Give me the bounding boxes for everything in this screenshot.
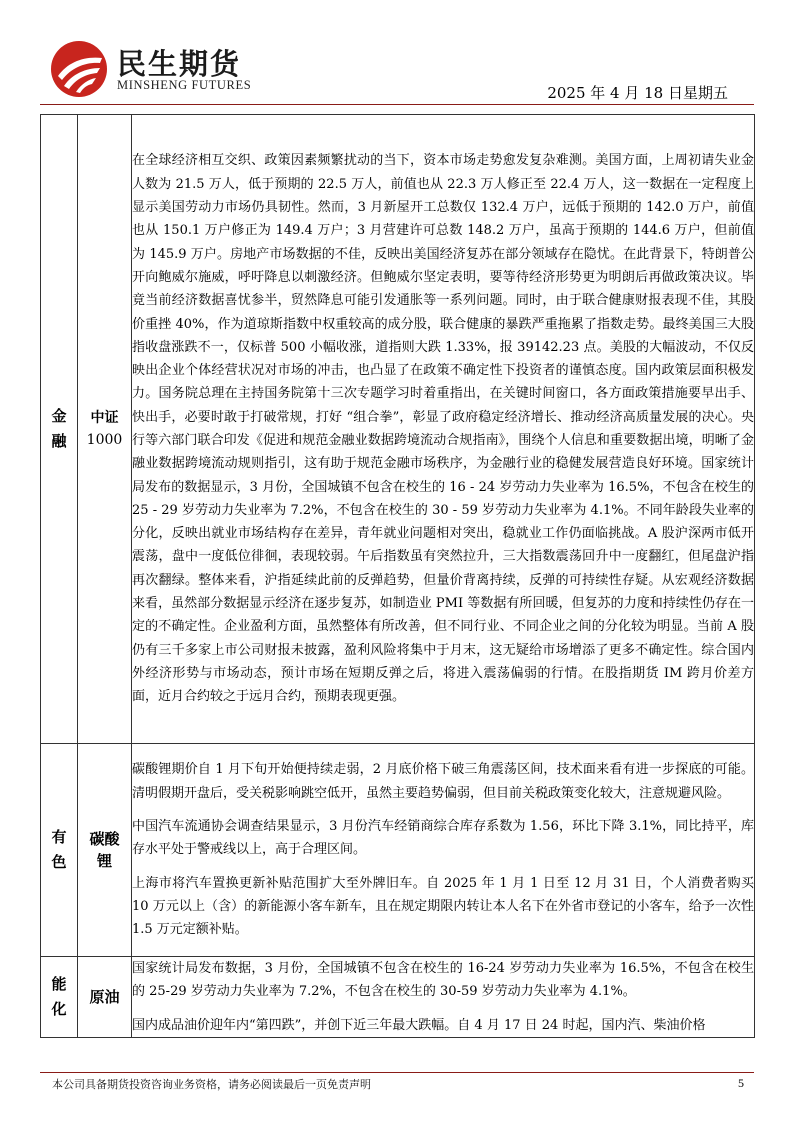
- product-cell: [78, 744, 132, 957]
- footer-divider: [40, 1072, 754, 1073]
- sector-cell: [41, 115, 78, 744]
- commentary-paragraph: 上海市将汽车置换更新补贴范围扩大至外牌旧车。自 2025 年 1 月 1 日至 12 月 31 日，个人消费者购买 10 万元以上（含）的新能源小客车新车，且在规定期限内转让本人名下在外省市登记的小客车，给予一次性 1.5 万元定额补贴。: [132, 875, 754, 938]
- header-divider: [40, 104, 754, 105]
- sector-cell: [41, 957, 78, 1038]
- commentary-cell: [132, 115, 755, 744]
- product-cell: [78, 957, 132, 1038]
- sector-label: 能: [51, 974, 67, 993]
- minsheng-logo-icon: [50, 40, 108, 98]
- product-label: 1000: [86, 432, 123, 448]
- page-header: [0, 0, 794, 100]
- commentary-paragraph: 国家统计局发布数据，3 月份，全国城镇不包含在校生的 16-24 岁劳动力失业率为 16.5%，不包含在校生的 25-29 岁劳动力失业率为 7.2%，不包含在校生的 30-59 岁劳动力失业率为 4.1%。: [132, 961, 754, 1000]
- table-row: [41, 115, 755, 744]
- product-label: 碳酸: [89, 830, 120, 848]
- brand-name-en: MINSHENG FUTURES: [117, 78, 252, 92]
- product-label: 锂: [96, 852, 112, 870]
- sector-label: 融: [51, 432, 67, 450]
- commentary-paragraph: 中国汽车流通协会调查结果显示，3 月份汽车经销商综合库存系数为 1.56，环比下降 3.1%，同比持平，库存水平处于警戒线以上，高于合理区间。: [132, 819, 754, 858]
- product-label: 中证: [90, 410, 119, 426]
- table-row: [41, 957, 755, 1038]
- report-date: 2025 年 4 月 18 日星期五: [547, 84, 728, 102]
- product-label: 原油: [89, 987, 120, 1006]
- commodity-commentary-table: [40, 114, 755, 1038]
- commentary-paragraph: 国内成品油价迎年内“第四跌”，并创下近三年最大跌幅。自 4 月 17 日 24 时起，国内汽、柴油价格: [132, 1017, 706, 1033]
- sector-label: 金: [51, 407, 67, 425]
- commentary-cell: [132, 744, 755, 957]
- page-number: 5: [738, 1076, 744, 1090]
- brand-name-cn: 民生期货: [117, 47, 242, 81]
- sector-cell: [41, 744, 78, 957]
- table-row: [41, 744, 755, 957]
- footer-disclaimer: 本公司具备期货投资咨询业务资格，请务必阅读最后一页免责声明: [52, 1078, 371, 1091]
- commentary-cell: [132, 957, 755, 1038]
- commentary-paragraph: 碳酸锂期价自 1 月下旬开始便持续走弱，2 月底价格下破三角震荡区间，技术面来看有进一步探底的可能。清明假期开盘后，受关税影响跳空低开，虽然主要趋势偏弱，但目前关税政策变化较大，注意规避风险。: [132, 762, 754, 801]
- sector-label: 色: [51, 853, 67, 871]
- sector-label: 有: [51, 828, 67, 846]
- sector-label: 化: [51, 999, 67, 1018]
- product-cell: [78, 115, 132, 744]
- commentary-paragraph: 在全球经济相互交织、政策因素频繁扰动的当下，资本市场走势愈发复杂难测。美国方面，上周初请失业金人数为 21.5 万人，低于预期的 22.5 万人，前值也从 22.3 万人修正至 22.4 万人，这一数据在一定程度上显示美国劳动力市场仍具韧性。然而，3 月新屋开工总数仅 132.4 万户，远低于预期的 142.0 万户，前值也从 150.1 万户修正为 149.4 万户；3 月营建许可总数 148.2 万户，虽高于预期的 144.6 万户，但前值为 145.9 万户。房地产市场数据的不佳，反映出美国经济复苏在部分领域存在隐忧。在此背景下，特朗普公开向鲍威尔施威，呼吁降息以刺激经济。但鲍威尔坚定表明，要等待经济形势更为明朗后再做政策决议。毕竟当前经济数据喜忧参半，贸然降息可能引发通胀等一系列问题。同时，由于联合健康财报表现不佳，其股价重挫 40%，作为道琼斯指数中权重较高的成分股，联合健康的暴跌严重拖累了指数走势。最终美国三大股指收盘涨跌不一，仅标普 500 小幅收涨，道指则大跌 1.33%，报 39142.23 点。美股的大幅波动，不仅反映出企业个体经营状况对市场的冲击，也凸显了在政策不确定性下投资者的谨慎态度。国内政策层面积极发力。国务院总理在主持国务院第十三次专题学习时着重指出，在关键时间窗口，各方面政策措施要早出手、快出手，必要时敢于打破常规，打好 “组合拳”，彰显了政府稳定经济增长、推动经济高质量发展的决心。央行等六部门联合印发《促进和规范金融业数据跨境流动合规指南》，围绕个人信息和重要数据出境，明晰了金融业数据跨境流动规则指引，这有助于规范金融市场秩序，为金融行业的稳健发展营造良好环境。国家统计局发布的数据显示，3 月份，全国城镇不包含在校生的 16 - 24 岁劳动力失业率为 16.5%，不包含在校生的 25 - 29 岁劳动力失业率为 7.2%，不包含在校生的 30 - 59 岁劳动力失业率为 4.1%。不同年龄段失业率的分化，反映出就业市场结构存在差异，青年就业问题相对突出，稳就业工作仍面临挑战。A 股沪深两市低开震荡，盘中一度低位徘徊，表现较弱。午后指数虽有突然拉升，三大指数震荡回升中一度翻红，但尾盘沪指再次翻绿。整体来看，沪指延续此前的反弹趋势，但量价背离持续，反弹的可持续性存疑。从宏观经济数据来看，虽然部分数据显示经济在逐步复苏，如制造业 PMI 等数据有所回暖，但复苏的力度和持续性仍存在一定的不确定性。企业盈利方面，虽然整体有所改善，但不同行业、不同企业之间的分化较为明显。当前 A 股仍有三千多家上市公司财报未披露，盈利风险将集中于月末，这无疑给市场增添了更多不确定性。综合国内外经济形势与市场动态，预计市场在短期反弹之后，将进入震荡偏弱的行情。在股指期货 IM 跨月价差方面，近月合约较之于远月合约，预期表现更强。: [132, 153, 754, 705]
